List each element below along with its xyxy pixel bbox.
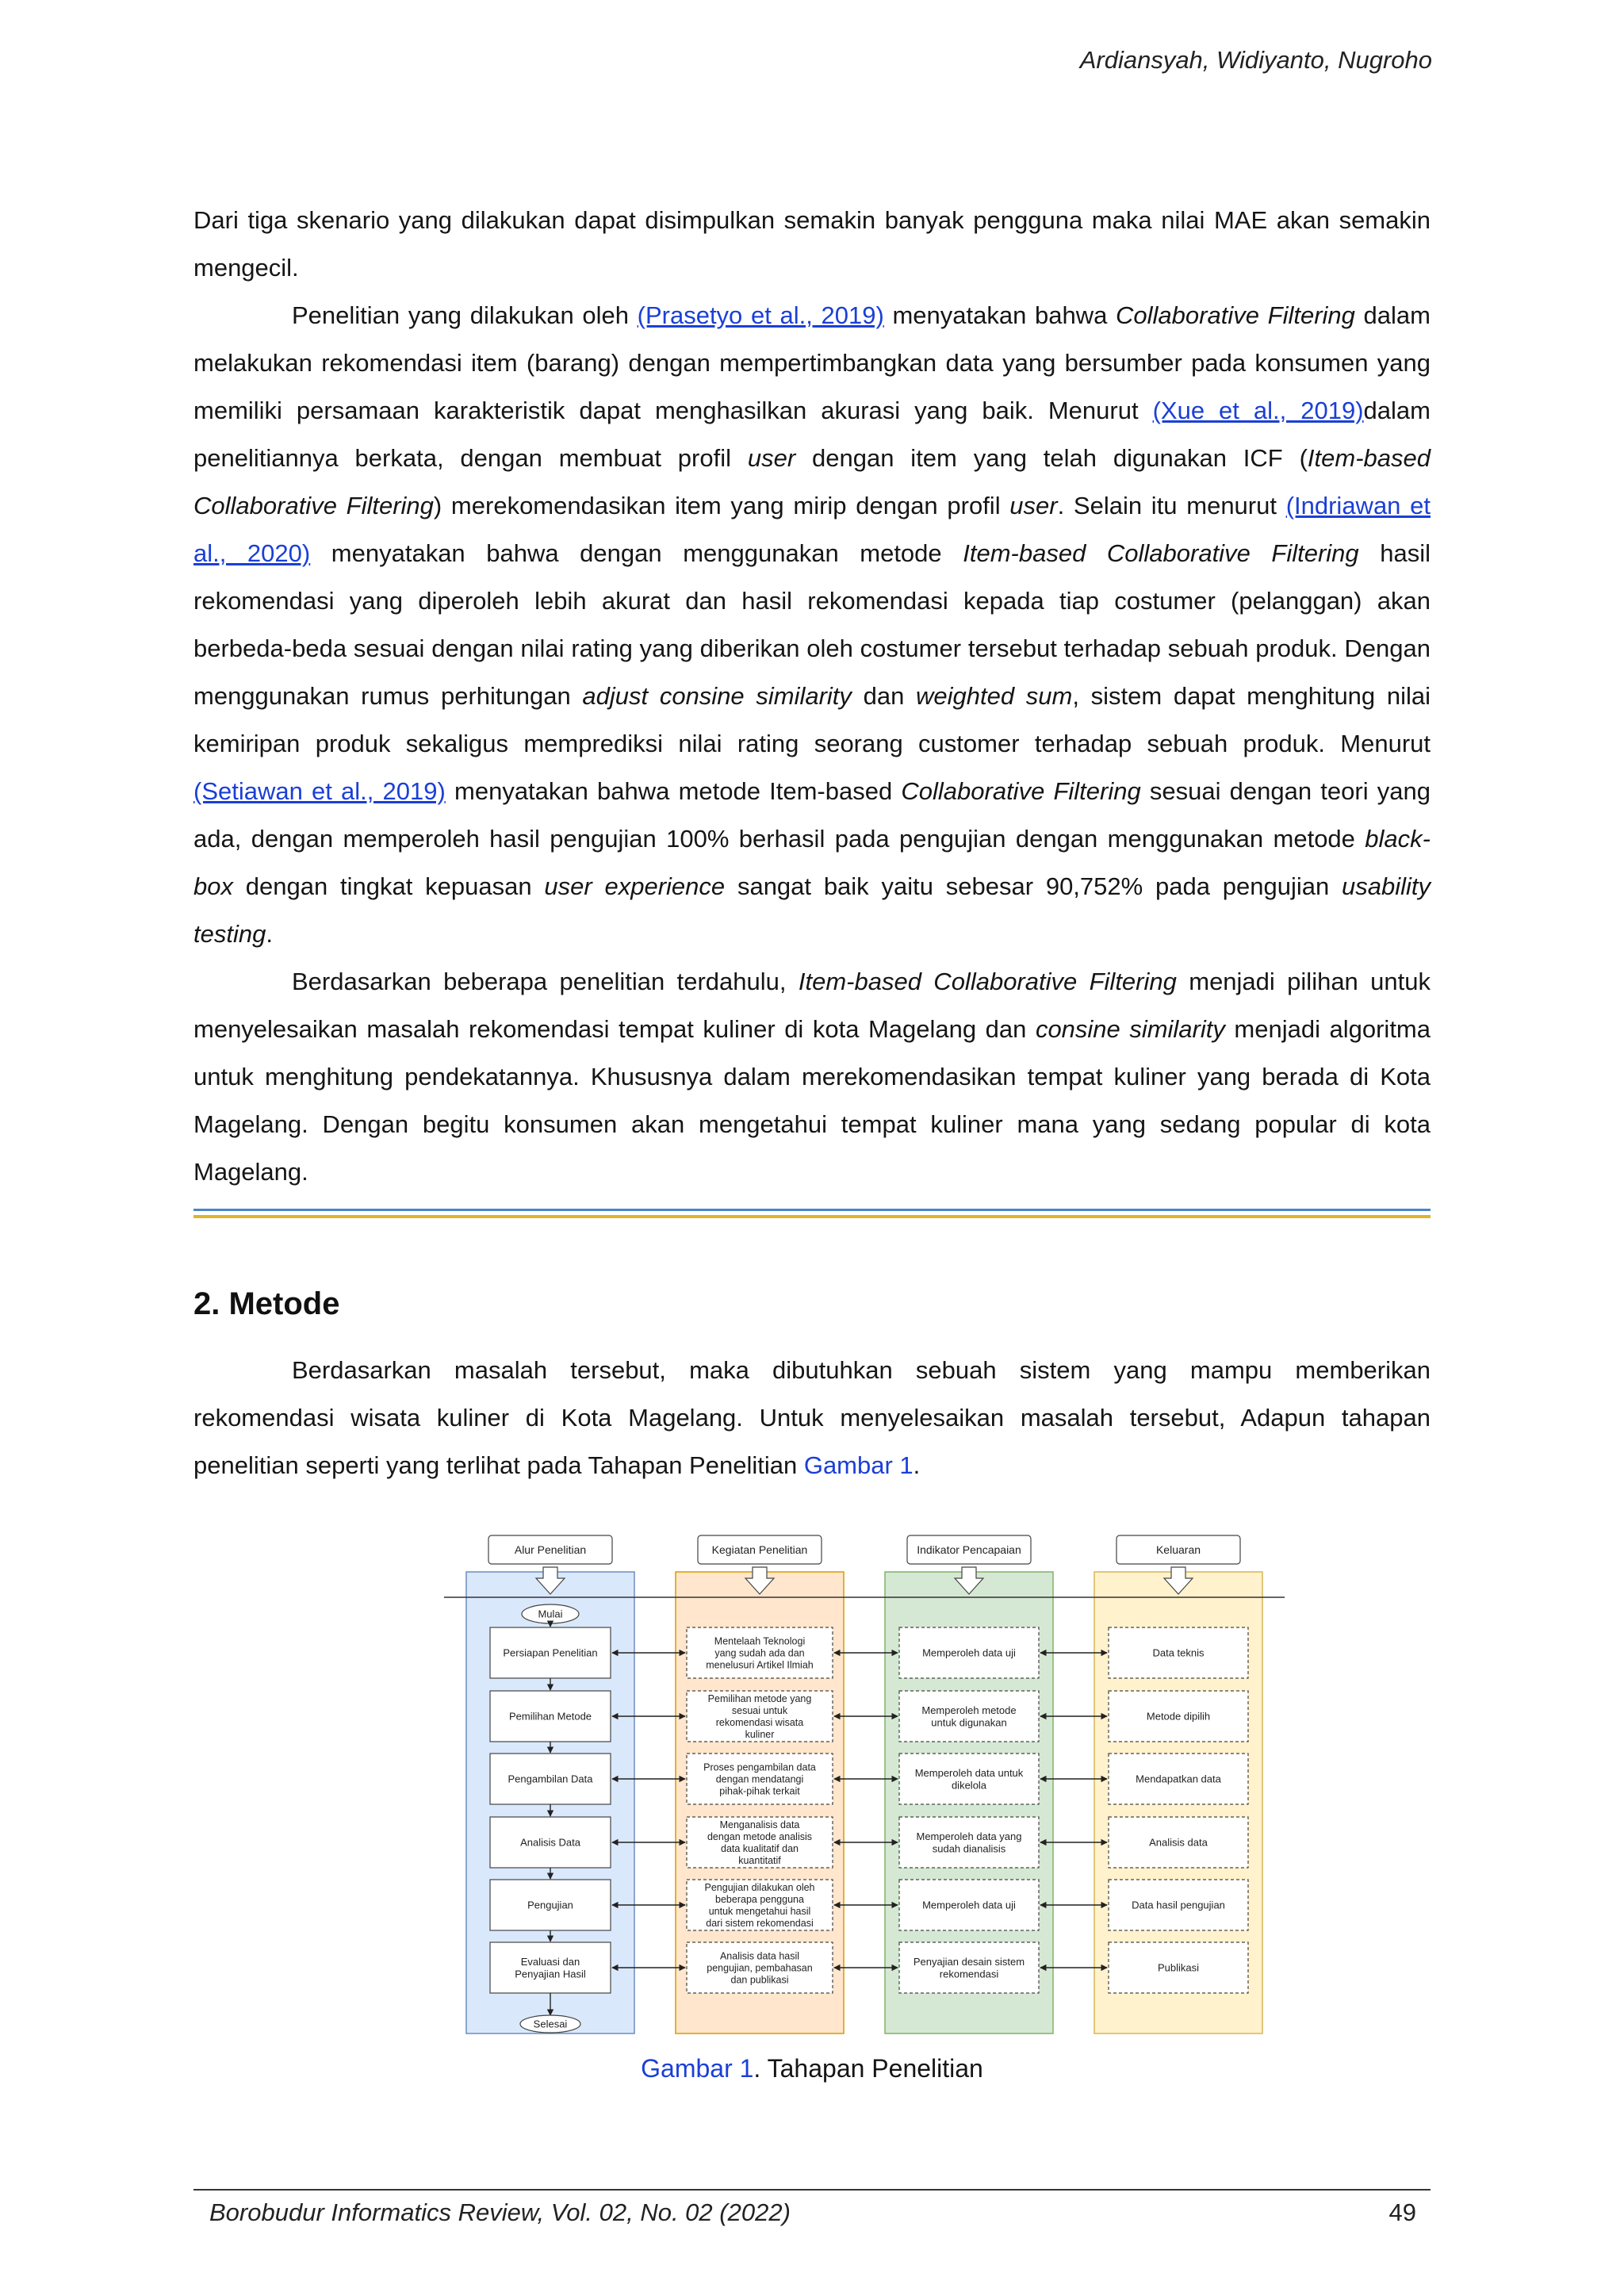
column-header-label: Keluaran (1155, 1543, 1201, 1556)
text-run: . (913, 1451, 921, 1479)
column-header-label: Indikator Pencapaian (917, 1543, 1021, 1556)
text-run: menyatakan bahwa dengan menggunakan metode (310, 539, 963, 567)
kegiatan-label: Mentelaah Teknologi yang sudah ada dan menelusuri Artikel Ilmiah (706, 1635, 814, 1671)
footer-rule (193, 2189, 1431, 2191)
alur-step-label: Persiapan Penelitian (503, 1646, 598, 1659)
kegiatan-label: Pengujian dilakukan oleh beberapa pengguna untuk mengetahui hasil dari sistem rekomendasi (704, 1881, 815, 1929)
keluaran-label: Metode dipilih (1146, 1710, 1211, 1723)
text-run: . Selain itu menurut (1057, 492, 1286, 519)
text-run: sangat baik yaitu sebesar 90,752% pada pengujian (725, 872, 1342, 900)
italic-term: user (1009, 492, 1058, 519)
research-stages-flowchart (444, 1532, 1285, 2048)
text-run: Penelitian yang dilakukan oleh (292, 301, 638, 329)
paragraph (193, 1347, 1431, 1489)
kegiatan-label: Proses pengambilan data dengan mendatangi pihak-pihak terkait (703, 1761, 816, 1797)
text-run: ) merekomendasikan item yang mirip dengan profil (433, 492, 1010, 519)
keluaran-label: Data hasil pengujian (1132, 1899, 1225, 1911)
alur-step-label: Pengujian (527, 1899, 573, 1911)
keluaran-label: Publikasi (1157, 1961, 1200, 1974)
text-run: Berdasarkan beberapa penelitian terdahulu, (292, 968, 799, 995)
metode-text (193, 1347, 1431, 1489)
start-terminal-label: Mulai (538, 1608, 563, 1620)
section-title: 2. Metode (193, 1286, 340, 1321)
intro-text (193, 197, 1431, 1196)
italic-term: user experience (544, 872, 726, 900)
figure-caption (0, 2054, 1624, 2083)
text-run: hasil rekomendasi yang diperoleh lebih akurat dan hasil rekomendasi kepada tiap costumer (pelanggan) akan berbeda-beda sesuai dengan nilai rating yang diberikan oleh costumer tersebut terhadap sebuah produk. Dengan menggunakan rumus perhitungan (193, 539, 1431, 710)
paragraph (193, 292, 1431, 958)
citation-link[interactable]: (Xue et al., 2019) (1152, 397, 1364, 424)
page-number: 49 (1388, 2198, 1416, 2226)
text-run: menjadi pilihan untuk menyelesaikan masalah rekomendasi tempat kuliner di kota Magelang dan (193, 968, 1431, 1043)
italic-term: black-box (193, 825, 1431, 900)
keluaran-label: Mendapatkan data (1136, 1773, 1221, 1785)
end-terminal-label: Selesai (533, 2018, 568, 2030)
indikator-label: Memperoleh data uji (922, 1646, 1016, 1659)
text-run: dalam penelitiannya berkata, dengan membuat profil (193, 397, 1431, 472)
alur-step-label: Pemilihan Metode (508, 1710, 592, 1723)
italic-term: Item-based Collaborative Filtering (963, 539, 1359, 567)
italic-term: Collaborative Filtering (1116, 301, 1355, 329)
running-head-authors: Ardiansyah, Widiyanto, Nugroho (1079, 46, 1432, 74)
column-header-label: Alur Penelitian (514, 1543, 587, 1556)
indikator-label: Memperoleh data yang sudah dianalisis (916, 1830, 1022, 1855)
kegiatan-label: Analisis data hasil pengujian, pembahasan dan publikasi (707, 1950, 813, 1986)
indikator-label: Memperoleh data uji (922, 1899, 1016, 1911)
citation-link[interactable]: (Setiawan et al., 2019) (193, 777, 446, 805)
italic-term: usability testing (193, 872, 1431, 948)
text-run: dan (851, 682, 917, 710)
text-run: sesuai dengan teori yang ada, dengan memperoleh hasil pengujian 100% berhasil pada pengujian dengan menggunakan metode (193, 777, 1431, 853)
paragraph: Dari tiga skenario yang dilakukan dapat disimpulkan semakin banyak pengguna maka nilai MAE akan semakin mengecil. (193, 206, 1431, 282)
citation-link[interactable]: (Prasetyo et al., 2019) (637, 301, 884, 329)
figure-reference-link[interactable]: Gambar 1 (803, 1451, 914, 1479)
text-run: , sistem dapat menghitung nilai kemiripan produk sekaligus memprediksi nilai rating seorang customer terhadap sebuah produk. Menurut (193, 682, 1431, 757)
caption-figure-label: Gambar 1 (641, 2054, 754, 2083)
kegiatan-label: Menganalisis data dengan metode analisis data kualitatif dan kuantitatif (707, 1819, 813, 1866)
italic-term: user (747, 444, 796, 472)
column-header-label: Kegiatan Penelitian (711, 1543, 808, 1556)
kegiatan-label: Pemilihan metode yang sesuai untuk rekomendasi wisata kuliner (707, 1692, 812, 1740)
text-run: dengan item yang telah digunakan ICF ( (795, 444, 1308, 472)
keluaran-label: Data teknis (1152, 1646, 1205, 1659)
italic-term: Collaborative Filtering (901, 777, 1141, 805)
italic-term: adjust consine similarity (582, 682, 852, 710)
keluaran-label: Analisis data (1149, 1836, 1208, 1849)
section-divider-gold (193, 1215, 1431, 1218)
text-run: menyatakan bahwa metode Item-based (445, 777, 902, 805)
italic-term: consine similarity (1035, 1015, 1225, 1043)
text-run: menjadi algoritma untuk menghitung pendekatannya. Khususnya dalam merekomendasikan tempat kuliner yang berada di Kota Magelang. Dengan begitu konsumen akan mengetahui tempat kuliner mana yang sedang popular di kota Magelang. (193, 1015, 1431, 1186)
citation-link[interactable]: (Indriawan et al., 2020) (193, 492, 1431, 567)
section-divider-blue (193, 1209, 1431, 1211)
text-run: Berdasarkan masalah tersebut, maka dibutuhkan sebuah sistem yang mampu memberikan rekomendasi wisata kuliner di Kota Magelang. Untuk menyelesaikan masalah tersebut, Adapun tahapan penelitian seperti yang terlihat pada Tahapan Penelitian (193, 1356, 1431, 1479)
text-run: dengan tingkat kepuasan (232, 872, 545, 900)
alur-step-label: Pengambilan Data (508, 1773, 593, 1785)
alur-step-label: Evaluasi dan Penyajian Hasil (515, 1955, 586, 1980)
paragraph (193, 958, 1431, 1196)
footer-journal: Borobudur Informatics Review, Vol. 02, No. 02 (2022) (209, 2198, 791, 2226)
text-run: menyatakan bahwa (883, 301, 1116, 329)
indikator-label: Memperoleh data untuk dikelola (914, 1766, 1024, 1792)
alur-step-label: Analisis Data (520, 1836, 580, 1849)
indikator-label: Memperoleh metode untuk digunakan (921, 1704, 1017, 1729)
text-run: dalam melakukan rekomendasi item (barang) dengan mempertimbangkan data yang bersumber pada konsumen yang memiliki persamaan karakteristik dapat menghasilkan akurasi yang baik. Menurut (193, 301, 1431, 424)
caption-text: . Tahapan Penelitian (753, 2054, 983, 2083)
italic-term: weighted sum (916, 682, 1073, 710)
indikator-label: Penyajian desain sistem rekomendasi (913, 1955, 1025, 1980)
text-run: . (266, 920, 273, 948)
italic-term: Item-based Collaborative Filtering (798, 968, 1177, 995)
italic-term: Item-based Collaborative Filtering (193, 444, 1431, 519)
